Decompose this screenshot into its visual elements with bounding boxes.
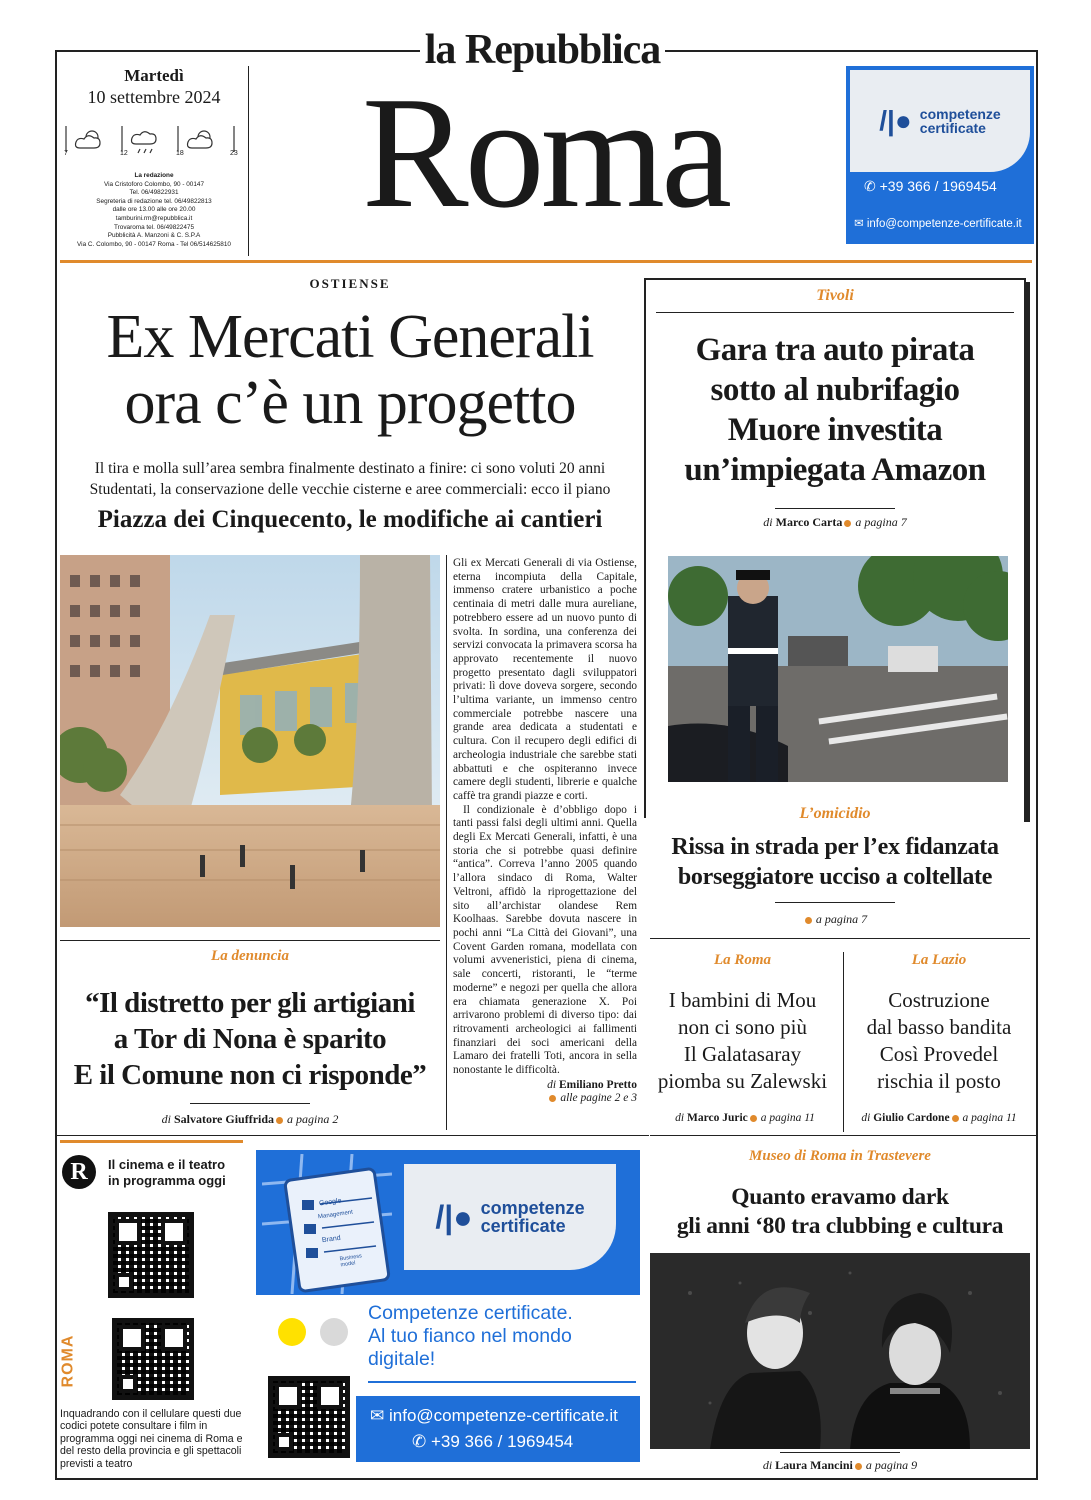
orange-dot-icon: [549, 1095, 556, 1102]
museo-line2: gli anni ‘80 tra clubbing e cultura: [676, 1213, 1004, 1239]
roma-byline-prefix: di: [675, 1112, 685, 1124]
omicidio-line2: borseggiatore ucciso a coltellate: [677, 864, 993, 890]
top-ad-brand-line2: certificate: [919, 120, 986, 136]
roma-byline[interactable]: [650, 1112, 840, 1124]
weather-temp-2-high: 18: [176, 150, 184, 157]
orange-dot-icon: [952, 1115, 959, 1122]
bottom-ad-divider: [368, 1381, 636, 1383]
lead-photo: [60, 555, 440, 927]
phone-icon: ✆: [864, 178, 876, 194]
phone-icon: ✆: [412, 1432, 427, 1451]
tivoli-byline[interactable]: [646, 515, 1024, 530]
date-full: 10 settembre 2024: [87, 87, 221, 107]
redazione-line: dalle ore 13.00 alle ore 20.00: [112, 206, 196, 214]
frame-right: [1036, 50, 1038, 1480]
bottom-ad[interactable]: [256, 1150, 640, 1480]
competenze-logo-icon: /|●: [435, 1198, 473, 1235]
denuncia-page: a pagina 2: [287, 1112, 339, 1126]
redazione-box: [60, 172, 248, 249]
roma-line: piomba su Zalewski: [657, 1069, 828, 1093]
yellow-dot-icon: [278, 1318, 306, 1346]
repubblica-r-logo: R: [62, 1155, 96, 1189]
orange-dot-icon: [844, 520, 851, 527]
cinema-title: [108, 1157, 226, 1189]
sport-top-rule: [650, 938, 1030, 939]
lead-body: [453, 557, 637, 1106]
omicidio-page: a pagina 7: [815, 912, 868, 926]
roma-kicker: La Roma: [713, 952, 772, 968]
denuncia-short-rule: [190, 1103, 310, 1104]
cinema-side-label: ROMA: [59, 1334, 77, 1388]
date-weekday: Martedì: [124, 66, 184, 85]
lazio-author: Giulio Cardone: [873, 1112, 950, 1124]
tivoli-page: a pagina 7: [855, 515, 907, 529]
teatro-qr-code[interactable]: [112, 1318, 194, 1400]
omicidio-headline[interactable]: [646, 832, 1024, 892]
museo-short-rule: [780, 1452, 900, 1453]
redazione-line: Trovaroma tel. 06/49822475: [113, 223, 195, 231]
omicidio-byline[interactable]: [646, 912, 1024, 927]
roma-headline[interactable]: [650, 987, 835, 1095]
redazione-line: Via Cristoforo Colombo, 90 - 00147: [103, 180, 205, 188]
top-ad[interactable]: [846, 66, 1034, 244]
bottom-ad-brand-line1: competenze: [480, 1198, 585, 1218]
roma-line: Il Galatasaray: [683, 1042, 802, 1066]
mail-icon: ✉: [370, 1406, 385, 1425]
bottom-band-rule-right: [650, 1135, 1036, 1136]
clipboard-illustration: [262, 1154, 392, 1294]
date-divider: [248, 66, 249, 256]
weather-strip: [62, 122, 248, 162]
museo-kicker: Museo di Roma in Trastevere: [749, 1148, 931, 1164]
lead-column-divider: [446, 555, 447, 1130]
bottom-band-rule-left: [55, 1135, 649, 1136]
clip-item-business: Business model: [339, 1253, 363, 1269]
denuncia-headline[interactable]: [60, 985, 440, 1093]
tivoli-headline[interactable]: [646, 330, 1024, 490]
bottom-ad-email-text: info@competenze-certificate.it: [388, 1406, 618, 1425]
museo-page: a pagina 9: [865, 1458, 918, 1472]
bottom-ad-brand-line2: certificate: [480, 1216, 566, 1236]
redazione-line: Via C. Colombo, 90 - 00147 Roma - Tel 06/514625810: [77, 240, 231, 248]
tivoli-line2: sotto al nubrifagio: [710, 372, 960, 408]
cinema-title-line2: in programma oggi: [108, 1173, 226, 1188]
top-ad-phone-text: +39 366 / 1969454: [879, 178, 997, 194]
lead-byline-prefix: di: [547, 1078, 557, 1091]
lead-byline[interactable]: [453, 1079, 637, 1093]
cinema-orange-rule: [60, 1140, 243, 1143]
cinema-caption: Inquadrando con il cellulare questi due codici potete consultare i film in programma oggi nei cinema di Roma e del resto della provincia e gli spettacoli previsti a teatro: [60, 1408, 243, 1470]
lazio-byline-prefix: di: [861, 1112, 871, 1124]
weather-temp-1-high: 12: [120, 150, 128, 157]
lazio-headline[interactable]: [848, 987, 1030, 1095]
lead-headline-line2: ora c’è un progetto: [124, 369, 576, 437]
lazio-kicker: La Lazio: [911, 952, 967, 968]
denuncia-line3: E il Comune non ci risponde”: [73, 1059, 427, 1091]
lead-pages[interactable]: [453, 1092, 637, 1106]
museo-line1: Quanto eravamo dark: [731, 1184, 949, 1210]
lazio-line: rischia il posto: [877, 1069, 1001, 1093]
redazione-line: Pubblicità A. Manzoni & C. S.P.A: [107, 232, 201, 240]
top-ad-phone[interactable]: [864, 178, 997, 195]
denuncia-line1: “Il distretto per gli artigiani: [85, 987, 415, 1019]
redazione-line: Tel. 06/49822931: [129, 189, 179, 197]
orange-dot-icon: [805, 917, 812, 924]
clip-item-management: Management: [317, 1209, 354, 1221]
top-ad-brand: [920, 107, 1001, 135]
lead-body-paragraph: Il condizionale è d’obbligo dopo i tanti passi falsi degli ultimi anni. Quella degli Ex Mercati Generali, infatti, è una storia che si potrebbe quasi definire “antica”. Correva l’anno 2005 quando l’allora sindaco di Roma, Walter Veltroni, affidò la riprogettazione del sito all’archistar olandese Rem Koolhaas. Sarebbe dovuta nascere in pochi anni “La Città dei Giovani”, una Covent Garden romana, modellata con volumi avveneristici, piena di cinema, sale concerti, ristoranti, le “terme moderne” e negozi per quella che allora era chiamata generazione X. Poi arrivarono problemi di diverso tipo: dai ritrovamenti archeologici ai fallimenti finanziari dei soci americani della Lamaro dei fratelli Toti, ancora in sella nonostante le difficoltà.: [453, 803, 637, 1077]
competenze-logo-icon: /|●: [879, 105, 912, 136]
bottom-ad-logo: [404, 1164, 616, 1270]
top-ad-email-text: info@competenze-certificate.it: [866, 218, 1022, 230]
top-ad-brand-line1: competenze: [919, 106, 1001, 122]
lead-headline-line1: Ex Mercati Generali: [106, 303, 594, 371]
lazio-line: Costruzione: [888, 988, 990, 1012]
bottom-ad-tagline-line1: Competenze certificate.: [368, 1302, 573, 1324]
tivoli-kicker-rule: [656, 312, 1014, 313]
clip-item-brand: Brand: [321, 1234, 342, 1245]
redazione-line: Segreteria di redazione tel. 06/49822813: [96, 197, 212, 205]
tivoli-photo: [668, 556, 1008, 782]
lead-headline[interactable]: [60, 304, 640, 436]
orange-dot-icon: [855, 1463, 862, 1470]
tivoli-line4: un’impiegata Amazon: [684, 452, 986, 488]
tivoli-byline-prefix: di: [763, 515, 773, 529]
denuncia-byline[interactable]: [60, 1112, 440, 1127]
lead-body-paragraph: Gli ex Mercati Generali di via Ostiense, eterna incompiuta della Capitale, immenso cratere urbanistico a poche centinaia di metri dalle mura aureliane, potrebbero essere ad un nuovo punto di svolta. In sordina, una conferenza dei servizi convocata la primavera scorsa ha approvato recentemente il nuovo progetto presentato dagli sviluppatori privati: lì dove doveva sorgere, secondo l’ultima variante, un immenso centro commerciale potrebbe nascere una grande area dedicata a studentati e cultura. Con il recupero degli edifici di archeologia industriale che sarebbe stati abbattuti e che ospiteranno invece camere degli studenti, librerie e qualche caffè tra grandi piazze e corti.: [453, 557, 637, 802]
tivoli-line1: Gara tra auto pirata: [695, 332, 975, 368]
weather-temp-1-low: 7: [64, 150, 68, 157]
denuncia-kicker: La denuncia: [211, 948, 289, 964]
lazio-page: a pagina 11: [962, 1112, 1017, 1124]
tivoli-author: Marco Carta: [775, 515, 843, 529]
lead-summary: [60, 458, 640, 500]
cinema-qr-code[interactable]: [108, 1212, 194, 1298]
mail-icon: ✉: [854, 218, 864, 230]
bottom-ad-tagline-line2: Al tuo fianco nel mondo: [368, 1325, 572, 1347]
lead-author: Emiliano Pretto: [558, 1078, 637, 1091]
masthead-rule-left: [55, 50, 420, 52]
frame-left: [55, 50, 57, 1480]
lead-summary-line1: Il tira e molla sull’area sembra finalmente destinato a finire: ci sono voluti 20 anni: [94, 460, 606, 477]
roma-page: a pagina 11: [760, 1112, 815, 1124]
bottom-ad-contact[interactable]: [356, 1396, 640, 1462]
omicidio-short-rule: [775, 902, 895, 903]
roma-author: Marco Juric: [686, 1112, 748, 1124]
grey-dot-icon: [320, 1318, 348, 1346]
frame-bottom: [55, 1478, 1038, 1480]
paper-logo[interactable]: la Repubblica: [424, 27, 661, 73]
bottom-ad-phone: [412, 1432, 573, 1452]
museo-headline[interactable]: [650, 1183, 1030, 1241]
lazio-line: dal basso bandita: [866, 1015, 1012, 1039]
omicidio-kicker: L’omicidio: [646, 805, 1024, 823]
museo-author: Laura Mancini: [775, 1458, 853, 1472]
roma-line: I bambini di Mou: [668, 988, 817, 1012]
bottom-ad-tagline-line3: digitale!: [368, 1348, 436, 1370]
top-ad-logo: [850, 70, 1030, 172]
tivoli-kicker: Tivoli: [816, 287, 854, 304]
tivoli-short-rule: [775, 508, 895, 509]
clip-item-google: Google: [318, 1197, 342, 1208]
bottom-ad-email: [370, 1406, 618, 1426]
lead-summary-line2: Studentati, la conservazione delle vecchie cisterne e aree commerciali: ecco il piano: [89, 481, 611, 498]
bottom-ad-qr-code[interactable]: [268, 1376, 350, 1458]
lazio-byline[interactable]: [846, 1112, 1032, 1124]
denuncia-top-rule: [60, 940, 440, 941]
museo-photo: [650, 1253, 1030, 1449]
orange-dot-icon: [750, 1115, 757, 1122]
bottom-ad-brand: [481, 1199, 585, 1235]
masthead-rule-right: [665, 50, 1037, 52]
lead-pages-text: alle pagine 2 e 3: [560, 1092, 637, 1105]
tivoli-line3: Muore investita: [727, 412, 943, 448]
bottom-ad-tagline: [368, 1302, 638, 1371]
orange-dot-icon: [276, 1117, 283, 1124]
top-ad-email[interactable]: [854, 216, 1022, 230]
denuncia-line2: a Tor di Nona è sparito: [113, 1023, 387, 1055]
denuncia-author: Salvatore Giuffrida: [173, 1112, 275, 1126]
roma-line: non ci sono più: [678, 1015, 807, 1039]
lead-section: OSTIENSE: [309, 276, 391, 291]
sport-divider: [843, 952, 844, 1132]
masthead-orange-rule: [60, 260, 1032, 263]
bottom-ad-phone-text: +39 366 / 1969454: [430, 1432, 574, 1451]
edition-title: Roma: [361, 63, 729, 241]
redazione-email[interactable]: tamburini.rm@repubblica.it: [115, 214, 193, 222]
denuncia-byline-prefix: di: [161, 1112, 171, 1126]
museo-byline[interactable]: [650, 1458, 1030, 1473]
omicidio-line1: Rissa in strada per l’ex fidanzata: [671, 834, 999, 860]
redazione-title: La redazione: [134, 172, 174, 179]
weather-temp-3-high: 23: [230, 150, 238, 157]
lazio-line: Così Provedel: [879, 1042, 999, 1066]
cinema-title-line1: Il cinema e il teatro: [108, 1157, 226, 1172]
lead-subhead[interactable]: Piazza dei Cinquecento, le modifiche ai cantieri: [97, 506, 603, 533]
museo-byline-prefix: di: [762, 1458, 773, 1472]
